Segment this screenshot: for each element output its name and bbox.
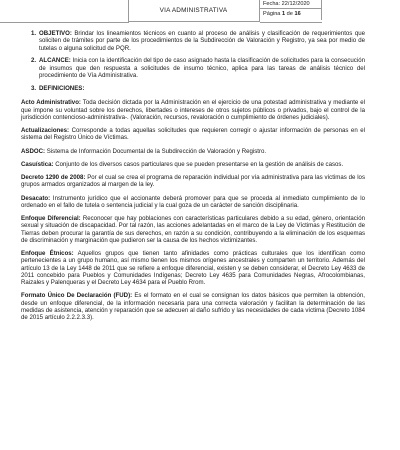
section-text: Inicia con la identificación del tipo de caso asignado hasta la clasificación de solicitudes para la consecución de insumos que den respuesta a solicitudes de insumo técnico, aplica para las tareas de análisis técnico del procedimiento de Vía Administrativa. xyxy=(39,57,365,79)
date-value: 22/12/2020 xyxy=(281,1,310,7)
header-date xyxy=(260,0,322,9)
definition-term: Casuística: xyxy=(21,160,54,168)
definition-enfoque-diferencial xyxy=(21,215,365,244)
definition-term: Actualizaciones: xyxy=(21,127,70,134)
definition-asdoc xyxy=(21,148,365,155)
definition-text: Por el cual se crea el programa de reparación individual por vía administrativa para las víctimas de los grupos armados organizados al margen de la ley. xyxy=(21,174,365,189)
page-of: de xyxy=(286,11,293,17)
definition-text: Reconocer que hay poblaciones con características particulares debido a su edad, género, orientación sexual y situación de discapacidad. Por tal razón, las acciones adelantadas en el marco de la Ley de Víctimas y Restitución de Tierras deben procurar la garantía de sus derechos, en razón a su condición, contribuyendo a la eliminación de los esquemas de discriminación y marginación que pudieron ser la causa de los hechos victimizantes. xyxy=(21,215,365,244)
section-title: ALCANCE: xyxy=(39,57,71,65)
header-page xyxy=(260,9,322,20)
section-number: 2. xyxy=(31,57,37,65)
definition-casuistica xyxy=(21,161,365,168)
definition-text: Toda decisión dictada por la Administración en el ejercicio de una potestad administrativa y mediante el que impone su voluntad sobre los derechos, libertades o intereses de otros sujetos públicos o privados, bajo el control de la jurisdicción contencioso-administrativa-. (Valoración, recursos, revaloración o cumplimiento de órdenes judiciales). xyxy=(21,99,365,121)
definition-decreto-1290 xyxy=(21,174,365,189)
definition-text: Sistema de Información Documental de la Subdirección de Valoración y Registro. xyxy=(45,147,267,155)
header-logo-cell xyxy=(0,0,129,23)
definition-term: Acto Administrativo: xyxy=(21,99,81,107)
section-text: Brindar los lineamientos técnicos en cuanto al proceso de análisis y clasificación de requerimientos que soliciten de trámites por parte de los procedimientos de la Subdirección de Valoración y Registro, ya sea por medio de tutelas o alguna solicitud de PQR. xyxy=(39,30,365,52)
header-title: VIA ADMINISTRATIVA xyxy=(128,0,260,22)
definition-term: Enfoque Étnicos: xyxy=(21,250,74,257)
section-alcance xyxy=(21,57,365,79)
section-title: OBJETIVO: xyxy=(39,30,72,37)
definition-acto-administrativo xyxy=(21,99,365,121)
section-number: 3. xyxy=(31,84,37,92)
definition-term: Desacato: xyxy=(21,194,51,202)
definition-enfoque-etnicos xyxy=(21,250,365,286)
section-objetivo xyxy=(21,30,365,52)
date-label: Fecha: xyxy=(263,1,281,7)
definition-text: Conjunto de los diversos casos particulares que se pueden presentarse en la gestión de análisis de casos. xyxy=(53,160,344,168)
section-number: 1. xyxy=(31,30,37,37)
definition-text: Instrumento jurídico que el accionante deberá promover para que se proceda al inmediato cumplimiento de lo ordenado en el fallo de tutela o sentencia judicial y la cual goza de un carácter de sanción disciplinaria. xyxy=(21,194,365,209)
definition-text: Corresponde a todas aquellas solicitudes que requieren corregir o ajustar información de personas en el sistema del Registro Único de Víctimas. xyxy=(21,127,365,142)
page-number: 1 xyxy=(281,11,286,17)
definition-actualizaciones xyxy=(21,127,365,142)
section-title: DEFINICIONES: xyxy=(39,84,85,92)
definition-term: Formato Único De Declaración (FUD): xyxy=(21,292,133,300)
definition-desacato xyxy=(21,195,365,210)
definition-term: ASDOC: xyxy=(21,147,46,155)
document-header xyxy=(0,0,400,24)
document-body xyxy=(21,30,365,327)
definition-text: Aquellos grupos que tienen tanto afinidades como prácticas culturales que los identifican como pertenecientes a un grupo humano, así mismo tienen los mismos orígenes ancestrales y comparten un territorio. Además del artículo 13 de la Ley 1448 de 2011 que se refiere a enfoque diferencial, existen y se deben considerar, el Decreto Ley 4633 de 2011 concebido para Pueblos y Comunidades Indígenas; Decreto Ley 4635 para Comunidades Negras, Afrocolombianas, Raizales y Palenqueras y el Decreto Ley 4634 para el Pueblo Rrom. xyxy=(21,250,366,286)
definition-term: Decreto 1290 de 2008: xyxy=(21,174,86,181)
definition-text: Es el formato en el cual se consignan los datos básicos que permiten la obtención, desde un enfoque diferencial, de la información necesaria para una correcta valoración y facilitan la determinación de las medidas de asistencia, atención y reparación que se adecuen al daño sufrido y las necesidades de cada víctima (Decreto 1084 de 2015 artículo 2.2.2.3.3). xyxy=(21,292,365,321)
definition-term: Enfoque Diferencial: xyxy=(21,215,81,222)
definition-fud xyxy=(21,292,365,321)
section-definiciones xyxy=(21,85,365,92)
page-label: Página xyxy=(263,11,281,17)
page-total: 16 xyxy=(294,11,301,17)
header-meta xyxy=(260,0,322,23)
